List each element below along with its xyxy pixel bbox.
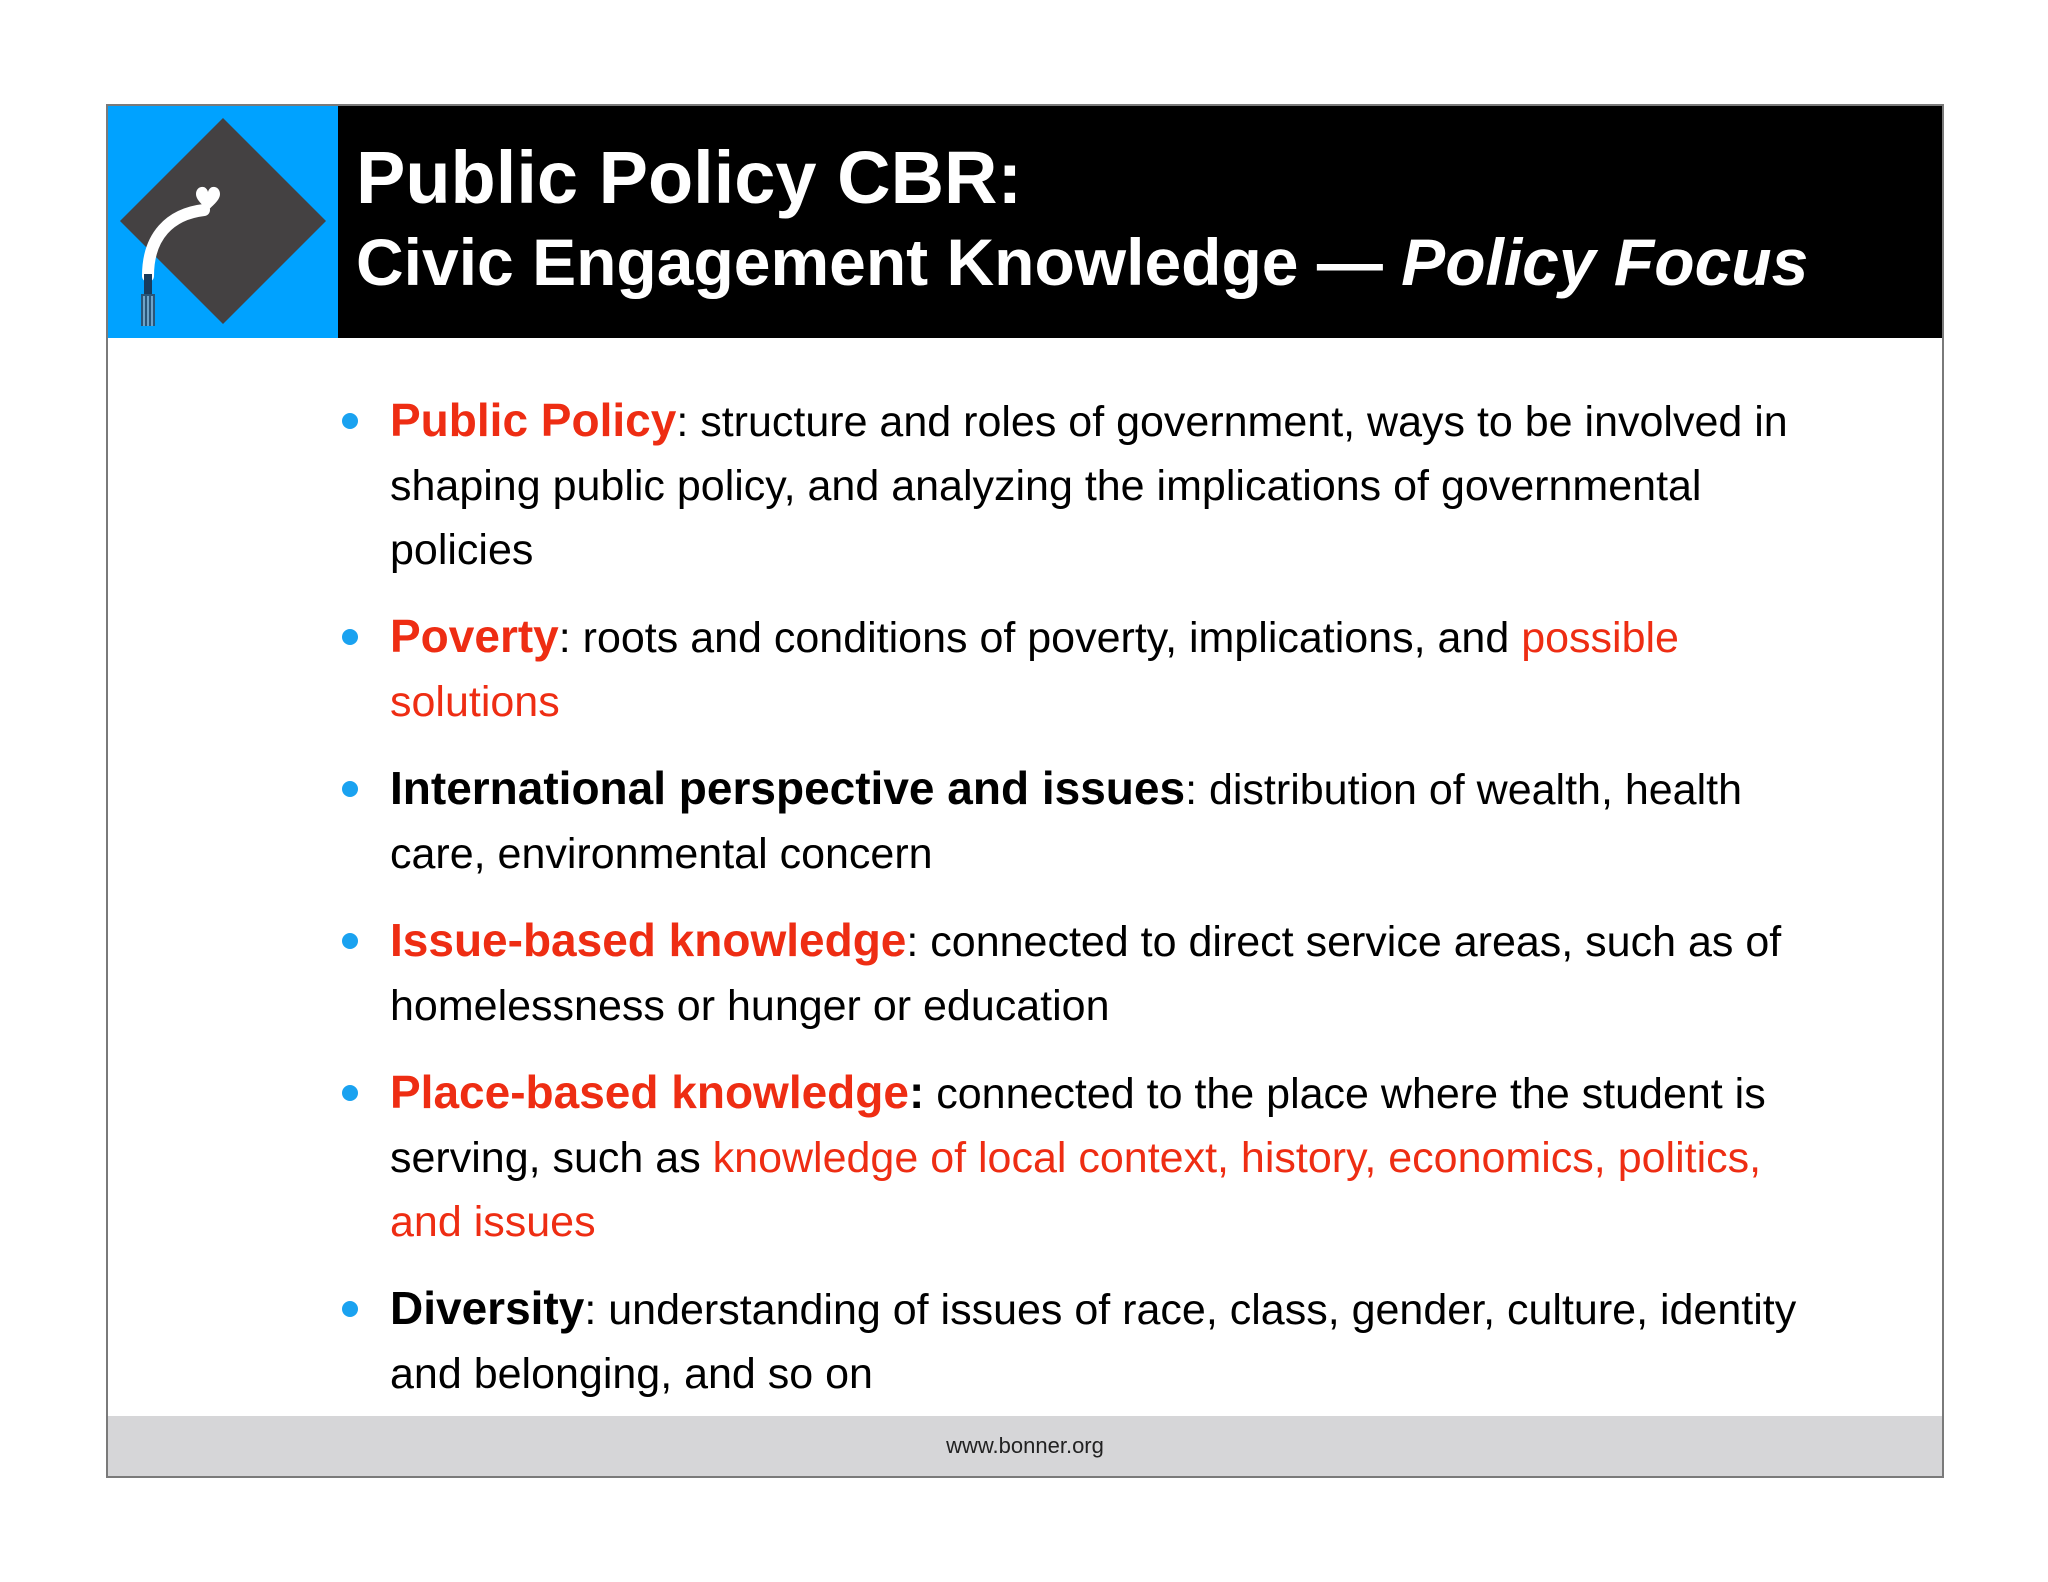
- slide-title: [356, 136, 1808, 304]
- title-line2: [356, 220, 1808, 304]
- footer-url[interactable]: www.bonner.org: [946, 1433, 1104, 1458]
- bullet-sep: :: [676, 398, 689, 446]
- bullet-term: Diversity: [390, 1282, 585, 1334]
- bullet-highlight: knowledge of local context, history, economics, politics, and issues: [390, 1134, 1762, 1246]
- bullet-dot-icon: [342, 1085, 358, 1101]
- title-line1: Public Policy CBR:: [356, 136, 1023, 219]
- bullet-dot-icon: [342, 781, 358, 797]
- bullet-term: Issue-based knowledge: [390, 914, 907, 966]
- bullet-item: [336, 756, 1836, 886]
- bullet-term: Poverty: [390, 610, 559, 662]
- bullet-sep: :: [558, 614, 571, 662]
- slide: [106, 104, 1944, 1478]
- bullet-dot-icon: [342, 413, 358, 429]
- bullet-item: [336, 908, 1836, 1038]
- graduation-cap-heart-icon: [108, 106, 338, 338]
- bullet-dot-icon: [342, 1301, 358, 1317]
- bullet-text: roots and conditions of poverty, implications, and: [570, 614, 1522, 662]
- slide-footer: [108, 1416, 1942, 1476]
- title-line2-main: Civic Engagement Knowledge —: [356, 225, 1402, 299]
- bullet-sep: :: [908, 1066, 925, 1118]
- bullet-text: structure and roles of government, ways to be involved in shaping public policy, and analyzing the implications of governmental policies: [390, 398, 1788, 574]
- bullet-sep: :: [1185, 766, 1198, 814]
- bullet-term: International perspective and issues: [390, 762, 1186, 814]
- bullet-item: [336, 1276, 1836, 1406]
- bullet-text: understanding of issues of race, class, gender, culture, identity and belonging, and so on: [390, 1286, 1797, 1398]
- bullet-list: [336, 388, 1836, 1428]
- bullet-term: Public Policy: [390, 394, 677, 446]
- slide-header: [108, 106, 1942, 338]
- bullet-sep: :: [906, 918, 919, 966]
- bullet-text: distribution of wealth, health care, environmental concern: [390, 766, 1743, 878]
- bullet-item: [336, 604, 1836, 734]
- bullet-text: connected to direct service areas, such as of homelessness or hunger or education: [390, 918, 1782, 1030]
- bullet-item: [336, 1060, 1836, 1254]
- title-line2-italic: Policy Focus: [1401, 225, 1809, 299]
- bullet-sep: :: [584, 1286, 597, 1334]
- bullet-dot-icon: [342, 629, 358, 645]
- bullet-term: Place-based knowledge: [390, 1066, 909, 1118]
- bullet-item: [336, 388, 1836, 582]
- bonner-logo: [108, 106, 338, 338]
- bullet-dot-icon: [342, 933, 358, 949]
- bullet-text: connected to the place where the student is serving, such as: [390, 1070, 1766, 1182]
- bullet-highlight: possible solutions: [390, 614, 1679, 726]
